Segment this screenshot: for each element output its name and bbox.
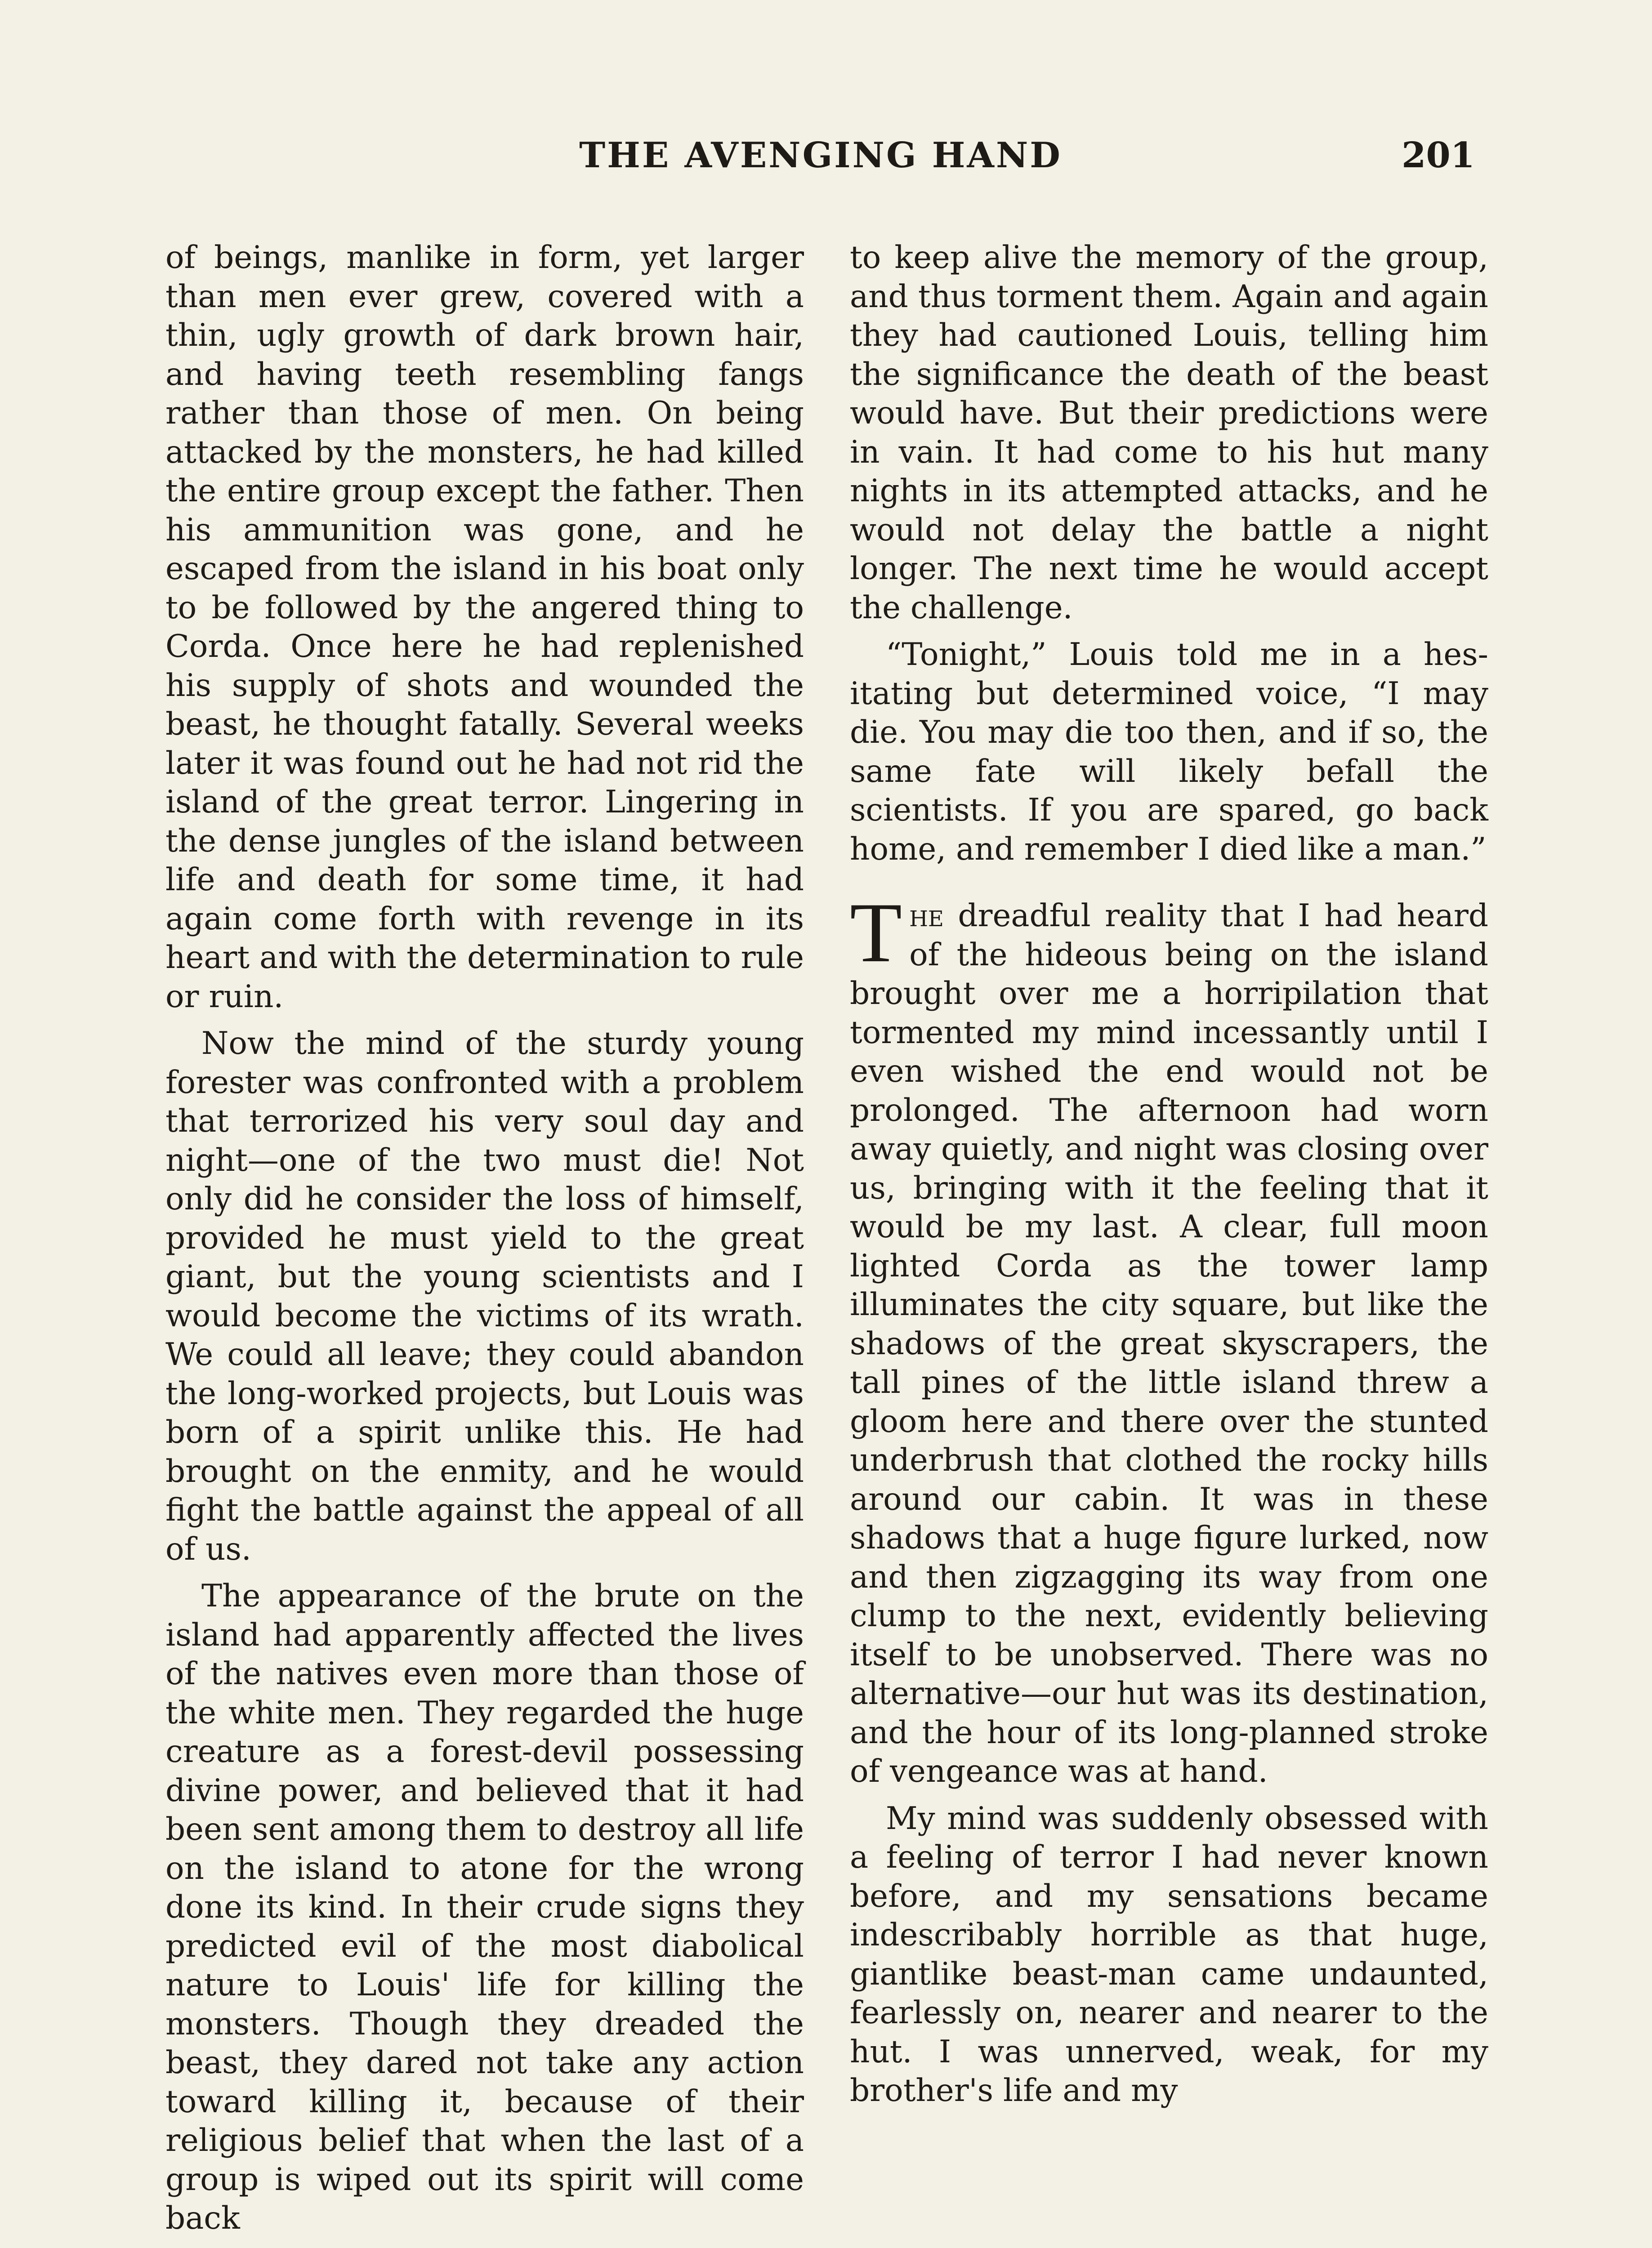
- right-column: [850, 238, 1488, 2119]
- paragraph: My mind was suddenly obsessed with a feeling of terror I had never known before, and my sensations became indescribably horrible as that huge, giantlike beast-man came undaunted, fearlessly on, nearer and nearer to the hut. I was unnerved, weak, for my brother's life and my: [850, 1800, 1488, 2109]
- page-number: 201: [1402, 135, 1475, 176]
- paragraph: The appearance of the brute on the island had apparently affected the lives of the natives even more than those of the white men. They regarded the huge creature as a forest-devil possessing divine power, and believed that it had been sent among them to destroy all life on the island to atone for the wrong done its kind. In their crude signs they predicted evil of the most diabolical nature to Louis' life for killing the monsters. Though they dreaded the beast, they dared not take any action toward killing it, because of their religious belief that when the last of a group is wiped out its spirit will come back: [165, 1578, 804, 2236]
- left-column: [165, 238, 804, 2246]
- drop-cap: T: [850, 886, 902, 980]
- paragraph: of beings, manlike in form, yet larger than men ever grew, covered with a thin, ugly growth of dark brown hair, and having teeth resembling fangs rather than those of men. On being attacked by the monsters, he had killed the entire group except the father. Then his ammunition was gone, and he escaped from the island in his boat only to be followed by the angered thing to Corda. Once here he had replenished his supply of shots and wounded the beast, he thought fatally. Several weeks later it was found out he had not rid the island of the great terror. Lingering in the dense jungles of the island between life and death for some time, it had again come forth with revenge in its heart and with the determination to rule or ruin.: [165, 240, 804, 1015]
- section-opening-paragraph: [850, 886, 1488, 1791]
- running-head: [166, 135, 1475, 189]
- paragraph: “Tonight,” Louis told me in a hesitating but determined voice, “I may die. You may die too then, and if so, the same fate will likely befall the scientists. If you are spared, go back home, and remember I died like a man.”: [850, 637, 1488, 867]
- running-title: THE AVENGING HAND: [579, 135, 1062, 176]
- paragraph-text: dreadful reality that I had heard of the hideous being on the island brought over me a horripilation that tormented my mind incessantly until I even wished the end would not be prolonged. The afternoon had worn away quietly, and night was closing over us, bringing with it the feeling that it would be my last. A clear, full moon lighted Corda as the tower lamp illuminates the city square, but like the shadows of the great skyscrapers, the tall pines of the little island threw a gloom here and there over the stunted underbrush that clothed the rocky hills around our cabin. It was in these shadows that a huge figure lurked, now and then zigzagging its way from one clump to the next, evidently believing itself to be unobserved. There was no alternative—our hut was its destination, and the hour of its long-planned stroke of vengeance was at hand.: [850, 898, 1488, 1789]
- paragraph: to keep alive the memory of the group, and thus torment them. Again and again they had cautioned Louis, telling him the significance the death of the beast would have. But their predictions were in vain. It had come to his hut many nights in its attempted attacks, and he would not delay the battle a night longer. The next time he would accept the challenge.: [850, 240, 1488, 626]
- small-caps-lead: he: [909, 898, 944, 934]
- paragraph: Now the mind of the sturdy young forester was confronted with a problem that terrorized his very soul day and night—one of the two must die! Not only did he consider the loss of himself, provided he must yield to the great giant, but the young scientists and I would become the victims of its wrath. We could all leave; they could abandon the long-worked projects, but Louis was born of a spirit unlike this. He had brought on the enmity, and he would fight the battle against the appeal of all of us.: [165, 1026, 804, 1567]
